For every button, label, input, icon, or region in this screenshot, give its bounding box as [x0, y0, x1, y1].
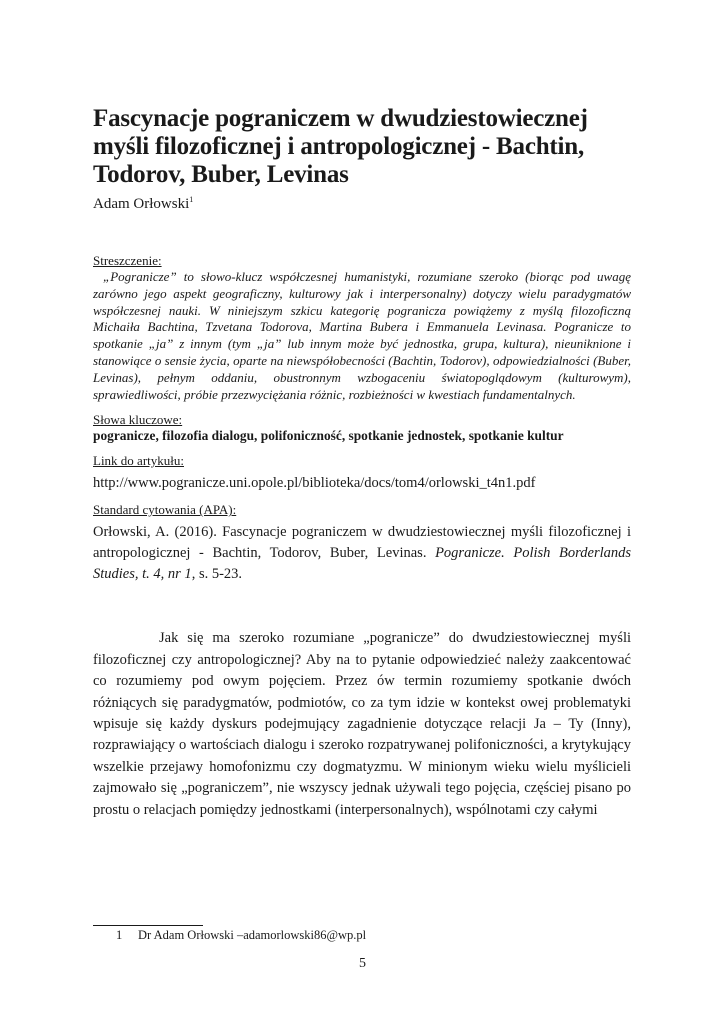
body-paragraph: Jak się ma szeroko rozumiane „pogranicze” do dwudziestowiecznej myśli filozoficznej czy antropologicznej? Aby na to pytanie odpowiedzieć należy zaakcentować co rozumiemy pod owym pojęciem. Przez ów termin rozumiemy spotkanie dwóch różniących się paradygmatów, podmiotów, co za tym idzie w kontekst owej problematyki wpisuje się każdy dyskurs podejmujący zagadnienie dotyczące relacji Ja – Ty (Inny), rozprawiający o wartościach dialogu i szeroko rozpatrywanej polifoniczności, a krytykujący wszelkie przejawy homofonizmu czy dogmatyzmu. W minionym wieku wielu myślicieli zajmowało się „pograniczem”, nie wszyscy jednak używali tego pojęcia, częściej pisano po prostu o relacjach pomiędzy jednostkami (interpersonalnych), wspólnotami czy całymi	[93, 630, 631, 818]
footnote-number: 1	[116, 928, 123, 942]
abstract-label: Streszczenie:	[93, 253, 162, 268]
author-line	[93, 195, 631, 213]
link-label: Link do artykułu:	[93, 453, 184, 469]
footnote	[116, 927, 366, 943]
citation-pages: , s. 5-23.	[191, 566, 243, 583]
abstract-text: „Pogranicze” to słowo-klucz współczesnej humanistyki, rozumiane szeroko (biorąc pod uwagę zarówno jego aspekt geograficzny, kulturowy jak i interpersonalny) dotyczy wielu paradygmatów współczesnej nauki. W niniejszym szkicu kategorię pogranicza powiążemy z myślą filozoficzną Michaiła Bachtina, Tzvetana Todorova, Martina Bubera i Emmanuela Levinasa. Pogranicze to spotkanie „ja” z innym (tym „ja” lub innym może być jednostka, grupa, kultura), nieuniknione i stanowiące o sensie życia, oparte na niewspółobecności (Bachtin, Todorov), odpowiedzialności (Buber, Levinas), pełnym oddaniu, obustronnym wzbogaceniu światopoglądowym (kulturowym), sprawiedliwości, próbie przezwyciężania różnic, rozbieżności w kwestiach fundamentalnych.	[93, 269, 631, 402]
keywords-label: Słowa kluczowe:	[93, 412, 183, 428]
keywords-text: pogranicze, filozofia dialogu, polifoniczność, spotkanie jednostek, spotkanie kultur	[93, 428, 564, 444]
citation-text	[93, 522, 631, 585]
page-number: 5	[359, 956, 366, 971]
citation-journal: Pogranicze. Polish Borderlands Studies, t. 4, nr 1	[93, 545, 632, 583]
author-name: Adam Orłowski	[93, 196, 190, 212]
citation-label: Standard cytowania (APA):	[93, 502, 237, 518]
article-title: Fascynacje pograniczem w dwudziestowiecznej myśli filozoficznej i antropologicznej - Bachtin, Todorov, Buber, Levinas	[93, 105, 588, 188]
footnote-divider	[93, 925, 203, 926]
citation-plain: Orłowski, A. (2016). Fascynacje pograniczem w dwudziestowiecznej myśli filozoficznej i antropologicznej - Bachtin, Todorov, Buber, Levinas.	[93, 524, 631, 562]
footnote-text: Dr Adam Orłowski –adamorlowski86@wp.pl	[138, 928, 367, 942]
article-link[interactable]: http://www.pogranicze.uni.opole.pl/biblioteka/docs/tom4/orlowski_t4n1.pdf	[93, 475, 536, 492]
page-content	[93, 105, 631, 821]
author-footnote-mark: 1	[189, 195, 194, 204]
